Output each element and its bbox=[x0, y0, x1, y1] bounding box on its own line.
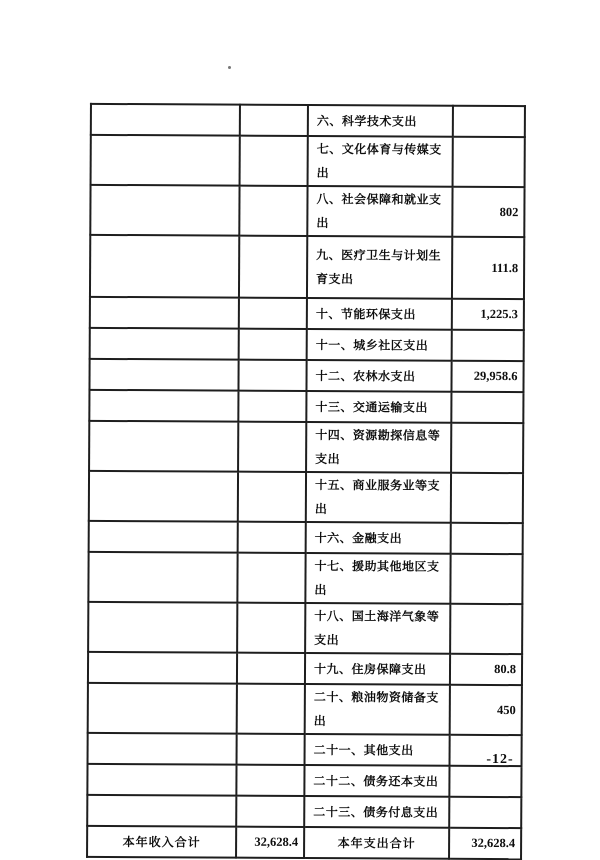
income-amount-cell bbox=[236, 796, 304, 827]
income-amount-cell bbox=[236, 765, 304, 796]
expense-amount-cell bbox=[453, 106, 525, 137]
expense-category-cell: 十一、城乡社区支出 bbox=[307, 329, 452, 361]
expense-amount-cell bbox=[449, 766, 521, 797]
expense-total-label: 本年支出合计 bbox=[304, 827, 449, 859]
income-category-cell bbox=[89, 390, 238, 422]
income-category-cell bbox=[90, 328, 239, 360]
expense-category-cell: 二十一、其他支出 bbox=[305, 734, 450, 766]
income-amount-cell bbox=[238, 472, 306, 522]
income-category-cell bbox=[90, 235, 239, 298]
expense-amount-cell: 802 bbox=[452, 187, 524, 237]
budget-table-body bbox=[87, 104, 525, 859]
income-category-cell bbox=[87, 764, 236, 796]
expense-category-cell: 八、社会保障和就业支出 bbox=[307, 186, 452, 237]
income-amount-cell bbox=[238, 360, 306, 391]
income-category-cell bbox=[87, 795, 236, 827]
expense-amount-cell bbox=[451, 473, 523, 523]
expense-amount-cell bbox=[451, 523, 523, 554]
expense-category-cell: 十六、金融支出 bbox=[306, 522, 451, 554]
income-amount-cell bbox=[237, 553, 305, 603]
income-category-cell bbox=[91, 135, 240, 186]
table-row bbox=[88, 552, 522, 604]
expense-amount-cell bbox=[452, 330, 524, 361]
expense-category-cell: 二十二、债务还本支出 bbox=[304, 765, 449, 797]
expense-category-cell: 六、科学技术支出 bbox=[308, 105, 453, 137]
income-category-cell bbox=[90, 185, 239, 236]
expense-category-cell: 十八、国土海洋气象等支出 bbox=[305, 603, 450, 654]
expense-category-cell: 十、节能环保支出 bbox=[307, 298, 452, 330]
income-amount-cell bbox=[239, 329, 307, 360]
table-row bbox=[90, 235, 524, 299]
page-number: -12- bbox=[486, 752, 514, 767]
income-amount-cell bbox=[239, 298, 307, 329]
income-category-cell bbox=[89, 521, 238, 553]
expense-category-cell: 十四、资源勘探信息等支出 bbox=[306, 422, 451, 473]
income-category-cell bbox=[88, 552, 237, 603]
expense-category-cell: 七、文化体育与传媒支出 bbox=[308, 136, 453, 187]
expense-amount-cell bbox=[451, 423, 523, 473]
income-amount-cell bbox=[238, 422, 306, 472]
table-row bbox=[89, 521, 523, 554]
expense-total-amount: 32,628.4 bbox=[449, 828, 521, 859]
table-row bbox=[88, 733, 522, 766]
table-row bbox=[88, 602, 522, 654]
income-amount-cell bbox=[240, 136, 308, 186]
income-amount-cell bbox=[237, 603, 305, 653]
budget-table bbox=[86, 103, 526, 860]
scan-speck-dot bbox=[228, 66, 231, 69]
income-category-cell bbox=[88, 683, 237, 734]
income-amount-cell bbox=[237, 653, 305, 684]
income-category-cell bbox=[89, 421, 238, 472]
table-row bbox=[91, 135, 525, 187]
income-category-cell bbox=[88, 733, 237, 765]
income-category-cell bbox=[89, 471, 238, 522]
expense-amount-cell: 80.8 bbox=[450, 654, 522, 685]
table-total-row bbox=[87, 826, 521, 859]
table-row bbox=[87, 795, 521, 828]
table-row bbox=[90, 297, 524, 330]
table-row bbox=[89, 390, 523, 423]
table-row bbox=[89, 421, 523, 473]
income-amount-cell bbox=[240, 105, 308, 136]
expense-category-cell: 十七、援助其他地区支出 bbox=[305, 553, 450, 604]
table-row bbox=[87, 764, 521, 797]
expense-category-cell: 十九、住房保障支出 bbox=[305, 653, 450, 685]
income-category-cell bbox=[88, 602, 237, 653]
expense-amount-cell: 450 bbox=[450, 685, 522, 735]
table-row bbox=[90, 328, 524, 361]
income-total-label: 本年收入合计 bbox=[87, 826, 236, 858]
income-category-cell bbox=[88, 652, 237, 684]
income-total-amount: 32,628.4 bbox=[236, 827, 304, 858]
table-row bbox=[90, 185, 524, 237]
table-row bbox=[88, 652, 522, 685]
expense-category-cell: 十五、商业服务业等支出 bbox=[306, 472, 451, 523]
expense-category-cell: 二十、粮油物资储备支出 bbox=[305, 684, 450, 735]
table-row bbox=[88, 683, 522, 735]
expense-amount-cell: 29,958.6 bbox=[451, 361, 523, 392]
income-amount-cell bbox=[237, 684, 305, 734]
income-category-cell bbox=[90, 297, 239, 329]
income-amount-cell bbox=[237, 734, 305, 765]
expense-amount-cell bbox=[450, 604, 522, 654]
table-row bbox=[91, 104, 525, 137]
expense-category-cell: 九、医疗卫生与计划生育支出 bbox=[307, 236, 452, 299]
income-category-cell bbox=[89, 359, 238, 391]
income-amount-cell bbox=[239, 186, 307, 236]
expense-amount-cell: 111.8 bbox=[452, 237, 524, 299]
table-row bbox=[89, 359, 523, 392]
expense-category-cell: 十二、农林水支出 bbox=[306, 360, 451, 392]
expense-amount-cell bbox=[451, 392, 523, 423]
expense-amount-cell: 1,225.3 bbox=[452, 299, 524, 330]
expense-amount-cell bbox=[450, 554, 522, 604]
expense-category-cell: 二十三、债务付息支出 bbox=[304, 796, 449, 828]
expense-amount-cell bbox=[453, 137, 525, 187]
expense-category-cell: 十三、交通运输支出 bbox=[306, 391, 451, 423]
table-row bbox=[89, 471, 523, 523]
income-category-cell bbox=[91, 104, 240, 136]
expense-amount-cell bbox=[449, 797, 521, 828]
income-amount-cell bbox=[238, 391, 306, 422]
income-amount-cell bbox=[239, 236, 307, 298]
income-amount-cell bbox=[238, 522, 306, 553]
